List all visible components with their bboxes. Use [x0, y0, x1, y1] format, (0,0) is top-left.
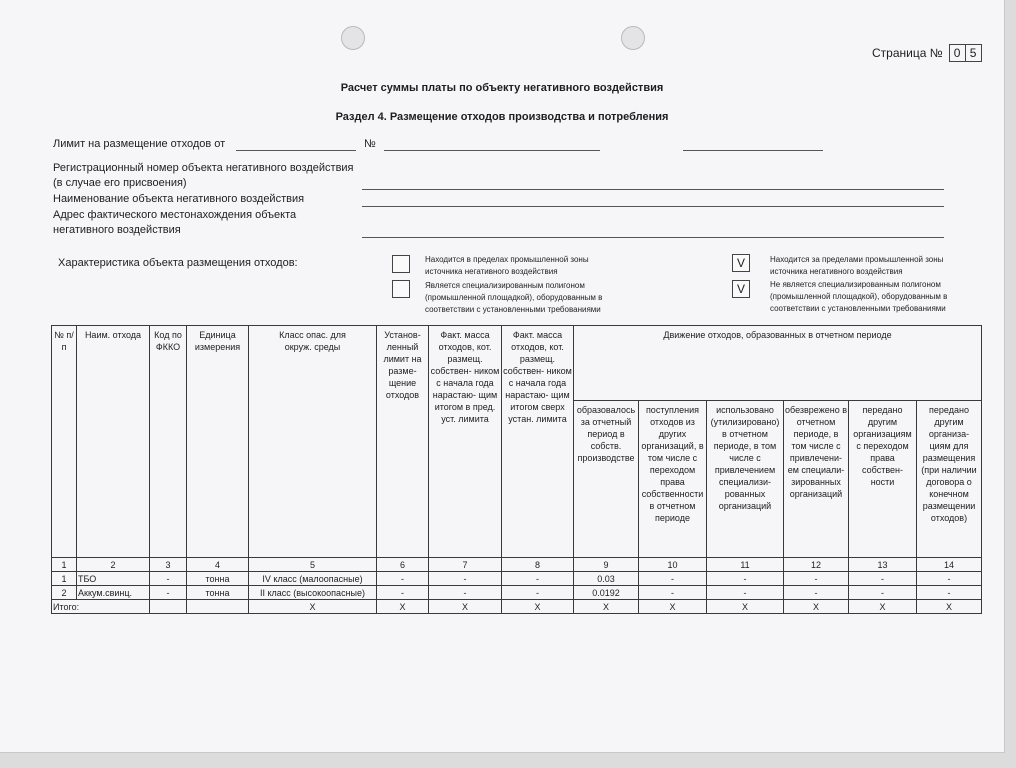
punch-hole-left-icon — [341, 26, 365, 50]
table-cell[interactable]: II класс (высокоопасные) — [249, 586, 377, 600]
table-cell[interactable]: - — [849, 572, 917, 586]
limit-number-field[interactable] — [384, 150, 600, 151]
col-header-fkko-code: Код по ФККО — [150, 326, 187, 558]
col-header-waste-name: Наим. отхода — [77, 326, 150, 558]
column-number: 12 — [784, 558, 849, 572]
section-title: Раздел 4. Размещение отходов производства и потребления — [335, 111, 669, 123]
table-cell[interactable]: 2 — [52, 586, 77, 600]
option-outside-industrial-zone — [770, 254, 943, 278]
table-cell[interactable]: - — [502, 586, 574, 600]
address-field[interactable] — [362, 237, 944, 238]
total-label: Итого: — [52, 600, 150, 614]
option-not-specialized-polygon — [770, 279, 947, 315]
table-cell[interactable]: - — [917, 586, 982, 600]
table-cell[interactable]: тонна — [187, 586, 249, 600]
object-name-label: Наименование объекта негативного воздействия — [53, 193, 305, 205]
table-cell[interactable]: тонна — [187, 572, 249, 586]
waste-table — [51, 325, 982, 614]
option-line: Является специализированным полигоном — [425, 281, 585, 290]
total-cell: X — [574, 600, 639, 614]
punch-hole-right-icon — [621, 26, 645, 50]
total-cell: X — [429, 600, 502, 614]
checkbox-not-specialized-polygon[interactable]: V — [732, 280, 750, 298]
table-cell[interactable]: - — [429, 572, 502, 586]
table-cell[interactable]: - — [707, 586, 784, 600]
column-number: 13 — [849, 558, 917, 572]
column-number: 3 — [150, 558, 187, 572]
table-cell[interactable]: - — [639, 586, 707, 600]
table-cell[interactable]: Аккум.свинц. — [77, 586, 150, 600]
col-header-generated: образовалось за отчетный период в собств. производстве — [574, 401, 639, 558]
reg-number-label: Регистрационный номер объекта негативного воздействия — [53, 162, 354, 174]
table-row — [52, 572, 982, 586]
reg-number-note: (в случае его присвоения) — [53, 177, 187, 189]
address-label: Адрес фактического местонахождения объекта — [53, 209, 297, 221]
characteristics-label: Характеристика объекта размещения отходов: — [58, 257, 298, 269]
option-line: (промышленной площадкой), оборудованным в — [770, 292, 948, 301]
total-cell — [187, 600, 249, 614]
total-cell: X — [502, 600, 574, 614]
table-cell[interactable]: - — [784, 572, 849, 586]
option-line: источника негативного воздействия — [425, 267, 558, 276]
col-header-transferred-ownership: передано другим организациям с переходом права собствен- ности — [849, 401, 917, 558]
address-label-cont: негативного воздействия — [53, 224, 181, 236]
table-cell[interactable]: - — [150, 586, 187, 600]
column-number: 2 — [77, 558, 150, 572]
option-line: источника негативного воздействия — [770, 267, 903, 276]
col-header-mass-over-limit: Факт. масса отходов, кот. размещ. собствен- ником с начала года нарастаю- щим итогом сверх устан. лимита — [502, 326, 574, 558]
total-cell: X — [849, 600, 917, 614]
page-digit: 5 — [965, 44, 982, 62]
column-number: 6 — [377, 558, 429, 572]
total-cell: X — [639, 600, 707, 614]
limit-extra-field[interactable] — [683, 150, 823, 151]
table-cell[interactable]: 0.0192 — [574, 586, 639, 600]
table-cell[interactable]: - — [429, 586, 502, 600]
table-cell[interactable]: - — [849, 586, 917, 600]
table-cell[interactable]: - — [377, 586, 429, 600]
total-cell: X — [377, 600, 429, 614]
limit-date-field[interactable] — [236, 150, 356, 151]
limit-label: Лимит на размещение отходов от — [53, 138, 226, 150]
checkbox-in-industrial-zone[interactable] — [392, 255, 410, 273]
table-cell[interactable]: IV класс (малоопасные) — [249, 572, 377, 586]
column-number: 5 — [249, 558, 377, 572]
table-cell[interactable]: - — [784, 586, 849, 600]
table-cell[interactable]: - — [639, 572, 707, 586]
checkbox-outside-industrial-zone[interactable]: V — [732, 254, 750, 272]
option-line: Находится в пределах промышленной зоны — [425, 255, 589, 264]
checkbox-specialized-polygon[interactable] — [392, 280, 410, 298]
column-number: 9 — [574, 558, 639, 572]
table-cell[interactable]: 0.03 — [574, 572, 639, 586]
col-header-hazard-class: Класс опас. для окруж. среды — [249, 326, 377, 558]
col-header-index: № п/п — [52, 326, 77, 558]
page-title: Расчет суммы платы по объекту негативного воздействия — [340, 82, 664, 94]
col-header-unit: Единица измерения — [187, 326, 249, 558]
column-number: 10 — [639, 558, 707, 572]
table-cell[interactable]: 1 — [52, 572, 77, 586]
option-line: соответствии с установленными требованиями — [425, 305, 601, 314]
page-digit: 0 — [949, 44, 966, 62]
col-header-mass-within-limit: Факт. масса отходов, кот. размещ. собствен- ником с начала года нарастаю- щим итогом в пред. уст. лимита — [429, 326, 502, 558]
total-cell: X — [784, 600, 849, 614]
table-cell[interactable]: - — [502, 572, 574, 586]
page-number-label: Страница № — [872, 46, 943, 60]
total-cell: X — [249, 600, 377, 614]
table-cell[interactable]: ТБО — [77, 572, 150, 586]
option-line: (промышленной площадкой), оборудованным в — [425, 293, 603, 302]
option-in-industrial-zone — [425, 254, 589, 278]
column-number: 14 — [917, 558, 982, 572]
column-number: 1 — [52, 558, 77, 572]
table-cell[interactable]: - — [917, 572, 982, 586]
object-name-field[interactable] — [362, 206, 944, 207]
reg-number-field[interactable] — [362, 189, 944, 190]
column-number: 8 — [502, 558, 574, 572]
col-header-utilized: использовано (утилизировано) в отчетном периоде, в том числе с привлечением специализи- рованных организаций — [707, 401, 784, 558]
column-number: 4 — [187, 558, 249, 572]
page-number — [872, 44, 982, 62]
col-header-limit: Установ- ленный лимит на разме- щение отходов — [377, 326, 429, 558]
table-cell[interactable]: - — [377, 572, 429, 586]
table-row — [52, 586, 982, 600]
column-number: 11 — [707, 558, 784, 572]
limit-number-label: № — [364, 138, 376, 150]
option-specialized-polygon — [425, 280, 602, 316]
column-number: 7 — [429, 558, 502, 572]
col-header-transferred-placement: передано другим организа- циям для размещения (при наличии договора о конечном размещении отходов) — [917, 401, 982, 558]
total-cell: X — [917, 600, 982, 614]
total-cell — [150, 600, 187, 614]
column-numbers-row — [52, 558, 982, 572]
col-header-received: поступления отходов из других организаций, в том числе с переходом права собственности в отчетном периоде — [639, 401, 707, 558]
table-cell[interactable]: - — [707, 572, 784, 586]
total-row — [52, 600, 982, 614]
col-header-neutralized: обезврежено в отчетном периоде, в том числе с привлечени- ем специали- зированных организаций — [784, 401, 849, 558]
col-header-waste-movement: Движение отходов, образованных в отчетном периоде — [574, 326, 982, 401]
table-cell[interactable]: - — [150, 572, 187, 586]
option-line: соответствии с установленными требованиями — [770, 304, 946, 313]
option-line: Не является специализированным полигоном — [770, 280, 941, 289]
option-line: Находится за пределами промышленной зоны — [770, 255, 944, 264]
total-cell: X — [707, 600, 784, 614]
